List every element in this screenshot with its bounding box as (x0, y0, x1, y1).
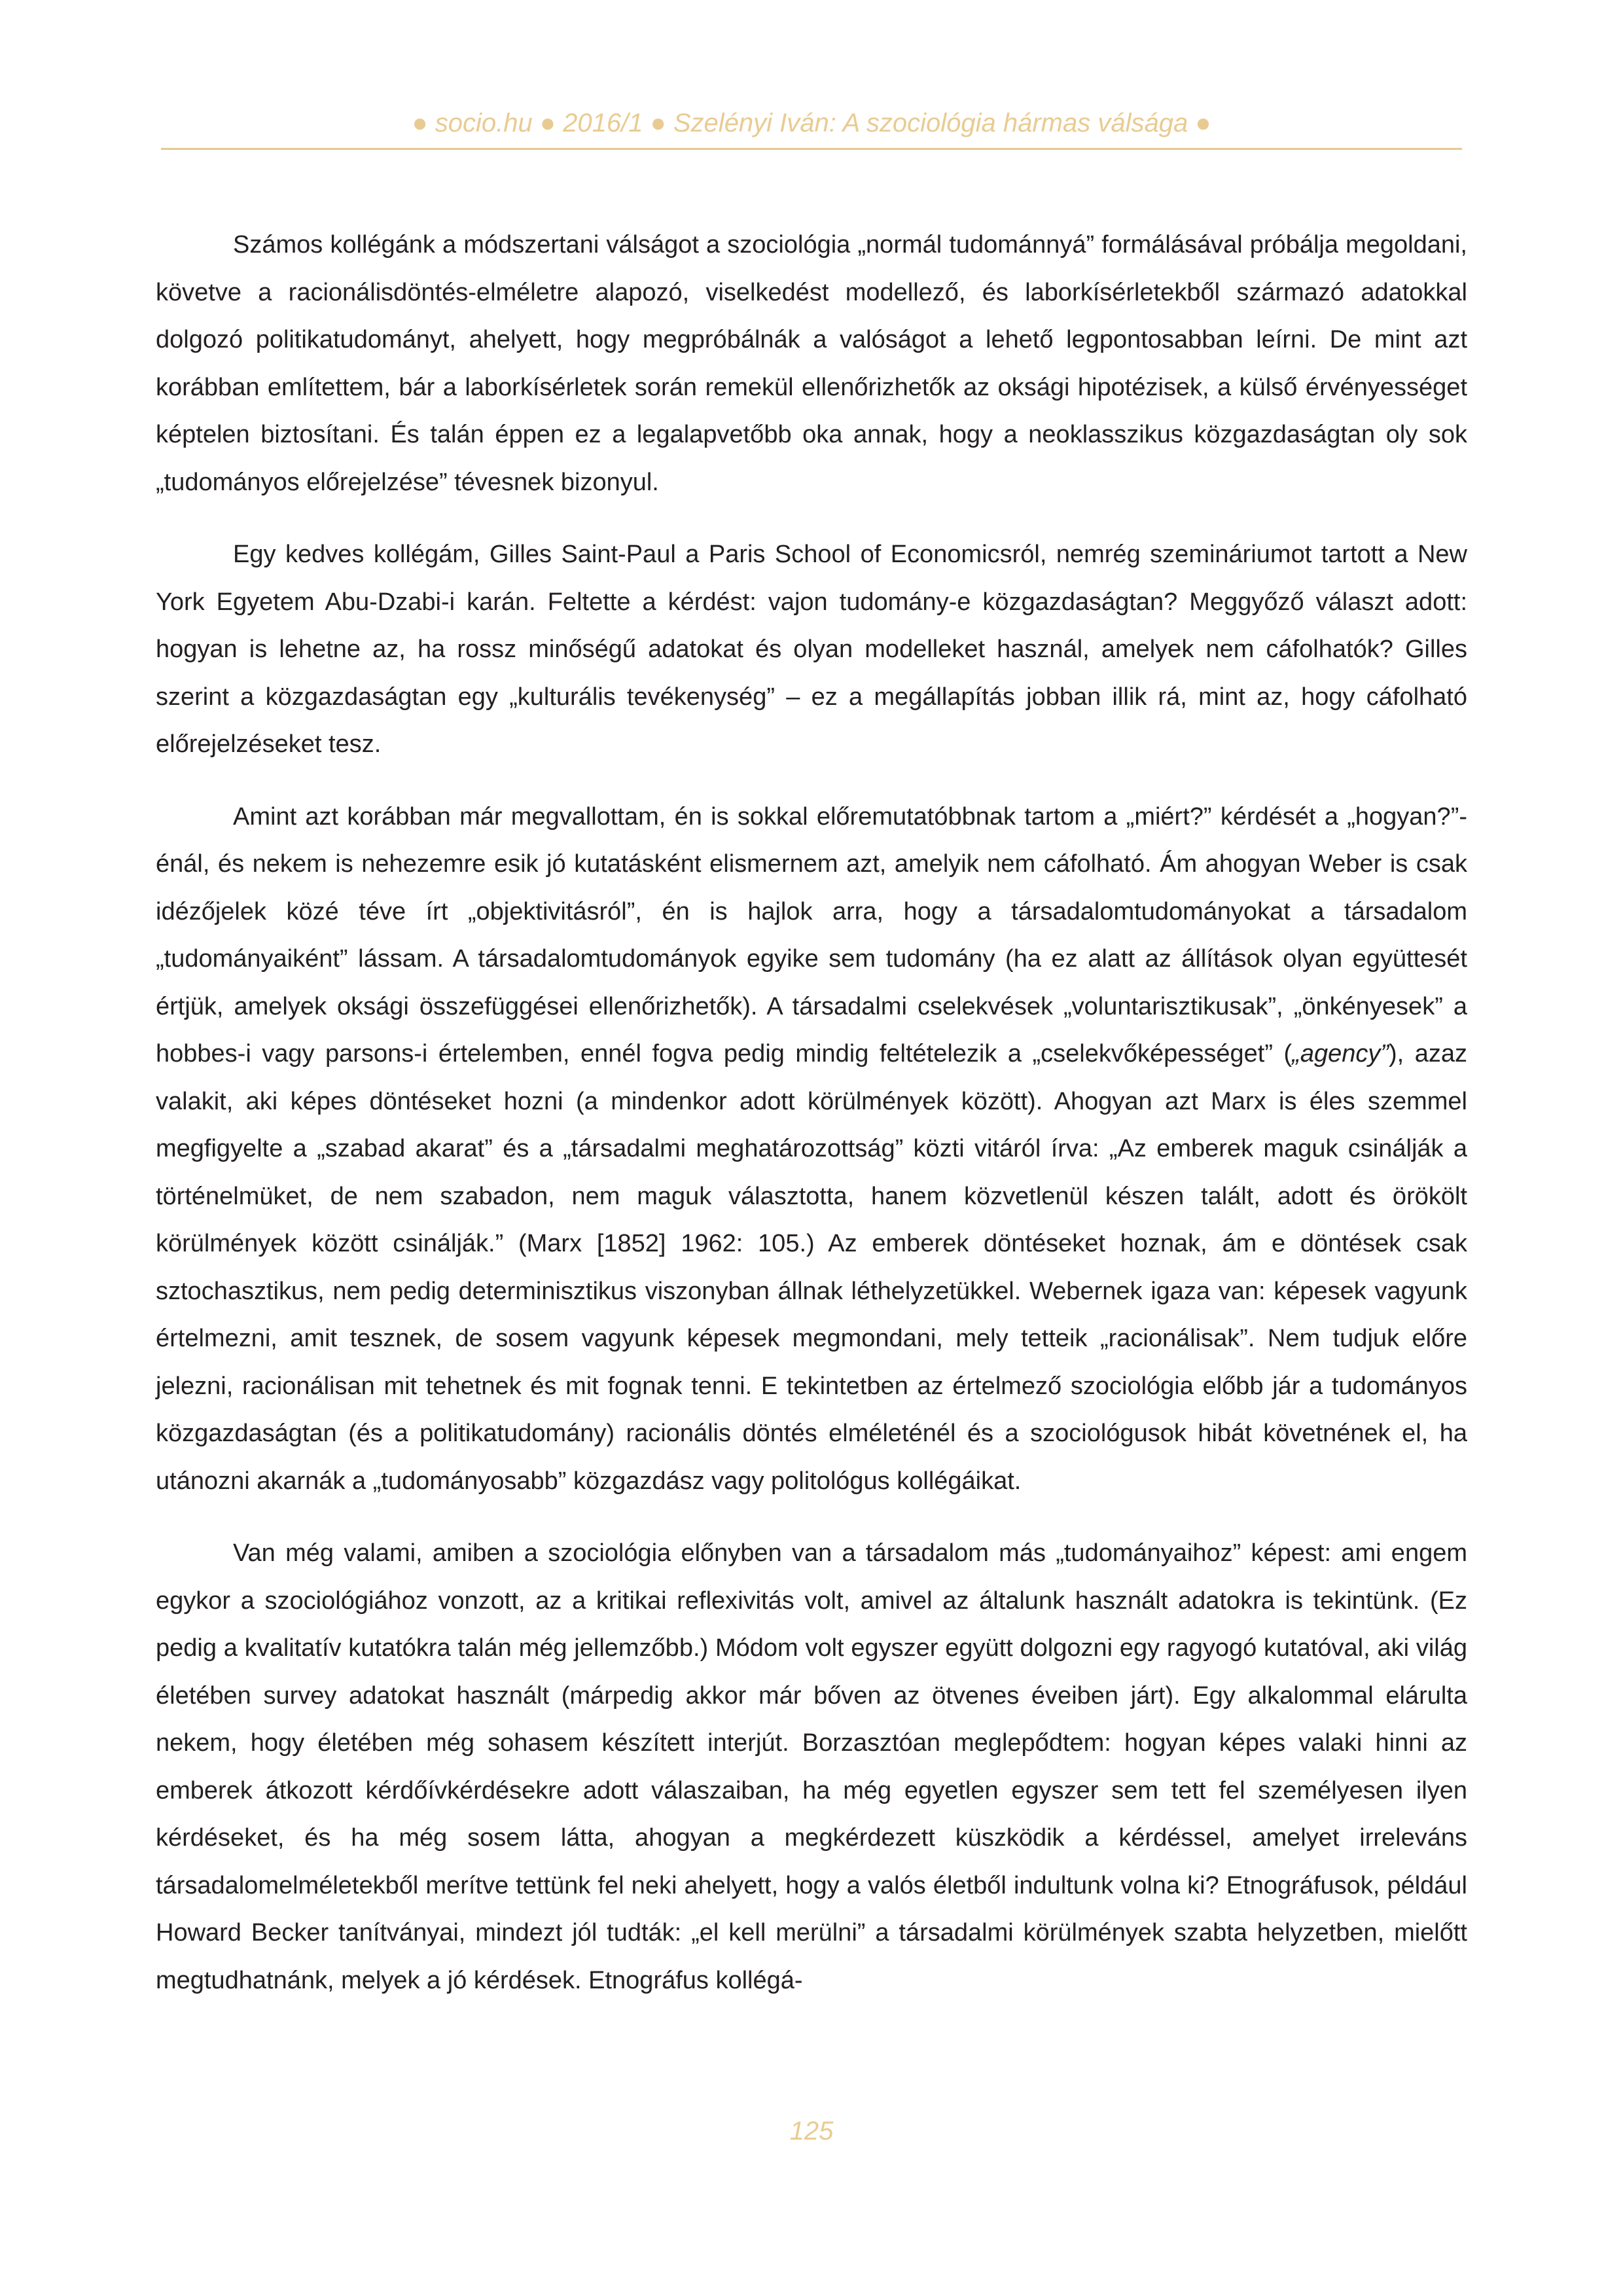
page-number: 125 (789, 2117, 834, 2145)
header-rule (161, 148, 1462, 150)
paragraph: Van még valami, amiben a szociológia előnyben van a társadalom más „tudományaihoz” képest: ami engem egykor a szociológiához vonzott, az a kritikai reflexivitás volt, amivel az általunk használt adatokra is tekintünk. (Ez pedig a kvalitatív kutatókra talán még jellemzőbb.) Módom volt egyszer együtt dolgozni egy ragyogó kutatóval, aki világ életében survey adatokat használt (márpedig akkor már bőven az ötvenes éveiben járt). Egy alkalommal elárulta nekem, hogy életében még sohasem készített interjút. Borzasztóan meglepődtem: hogyan képes valaki hinni az emberek átkozott kérdőívkérdésekre adott válaszaiban, ha még egyetlen egyszer sem tett fel személyesen ilyen kérdéseket, és ha még sosem látta, ahogyan a megkérdezett küszködik a kérdéssel, amelyet irreleváns társadalomelméletekből merítve tettünk fel neki ahelyett, hogy a valós életből indultunk volna ki? Etnográfusok, például Howard Becker tanítványai, mindezt jól tudták: „el kell merülni” a társadalmi körülmények szabta helyzetben, mielőtt megtudhatnánk, melyek a jó kérdések. Etnográfus kollégá- (156, 1539, 1467, 1994)
article-body (156, 221, 1467, 2029)
paragraph: Egy kedves kollégám, Gilles Saint-Paul a Paris School of Economicsról, nemrég szemináriumot tartott a New York Egyetem Abu-Dzabi-i karán. Feltette a kérdést: vajon tudomány-e közgazdaságtan? Meggyőző választ adott: hogyan is lehetne az, ha rossz minőségű adatokat és olyan modelleket használ, amelyek nem cáfolhatók? Gilles szerint a közgazdaságtan egy „kulturális tevékenység” – ez a megállapítás jobban illik rá, mint az, hogy cáfolható előrejelzéseket tesz. (156, 541, 1467, 758)
paragraph: Számos kollégánk a módszertani válságot a szociológia „normál tudománnyá” formálásával próbálja megoldani, követve a racionálisdöntés-elméletre alapozó, viselkedést modellező, és laborkísérletekből származó adatokkal dolgozó politikatudományt, ahelyett, hogy megpróbálnák a valóságot a lehető legpontosabban leírni. De mint azt korábban említettem, bár a laborkísérletek során remekül ellenőrizhetők az oksági hipotézisek, a külső érvényességet képtelen biztosítani. És talán éppen ez a legalapvetőbb oka annak, hogy a neoklasszikus közgazdaságtan oly sok „tudományos előrejelzése” tévesnek bizonyul. (156, 231, 1467, 496)
running-header: ● socio.hu ● 2016/1 ● Szelényi Iván: A szociológia hármas válsága ● (412, 109, 1211, 137)
italic-term: „agency” (1292, 1040, 1389, 1067)
paragraph-text: Amint azt korábban már megvallottam, én is sokkal előremutatóbbnak tartom a „miért?” kérdését a „hogyan?”-énál, és nekem is nehezemre esik jó kutatásként elismernem azt, amelyik nem cáfolható. Ám ahogyan Weber is csak idézőjelek közé téve írt „objektivitásról”, én is hajlok arra, hogy a társadalomtudományokat a társadalom „tudományaiként” lássam. A társadalomtudományok egyike sem tudomány (ha ez alatt az állítások olyan együttesét értjük, amelyek oksági összefüggései ellenőrizhetők). A társadalmi cselekvések „voluntarisztikusak”, „önkényesek” a hobbes-i vagy parsons-i értelemben, ennél fogva pedig mindig feltételezik a „cselekvőképességet” ( (156, 802, 1467, 1067)
paragraph-text: ), azaz valakit, aki képes döntéseket hozni (a mindenkor adott körülmények között). Ahogyan azt Marx is éles szemmel megfigyelte a „szabad akarat” és a „társadalmi meghatározottság” közti vitáról írva: „Az emberek maguk csinálják a történelmüket, de nem szabadon, nem maguk választotta, hanem közvetlenül készen talált, adott és örökölt körülmények között csinálják.” (Marx [1852] 1962: 105.) Az emberek döntéseket hoznak, ám e döntések csak sztochasztikus, nem pedig determinisztikus viszonyban állnak léthelyzetükkel. Webernek igaza van: képesek vagyunk értelmezni, amit tesznek, de sosem vagyunk képesek megmondani, mely tetteik „racionálisak”. Nem tudjuk előre jelezni, racionálisan mit tehetnek és mit fognak tenni. E tekintetben az értelmező szociológia előbb jár a tudományos közgazdaságtan (és a politikatudomány) racionális döntés elméleténél és a szociológusok hibát követnének el, ha utánozni akarnák a „tudományosabb” közgazdász vagy politológus kollégáikat. (156, 1040, 1467, 1495)
paragraph (156, 793, 1467, 1505)
